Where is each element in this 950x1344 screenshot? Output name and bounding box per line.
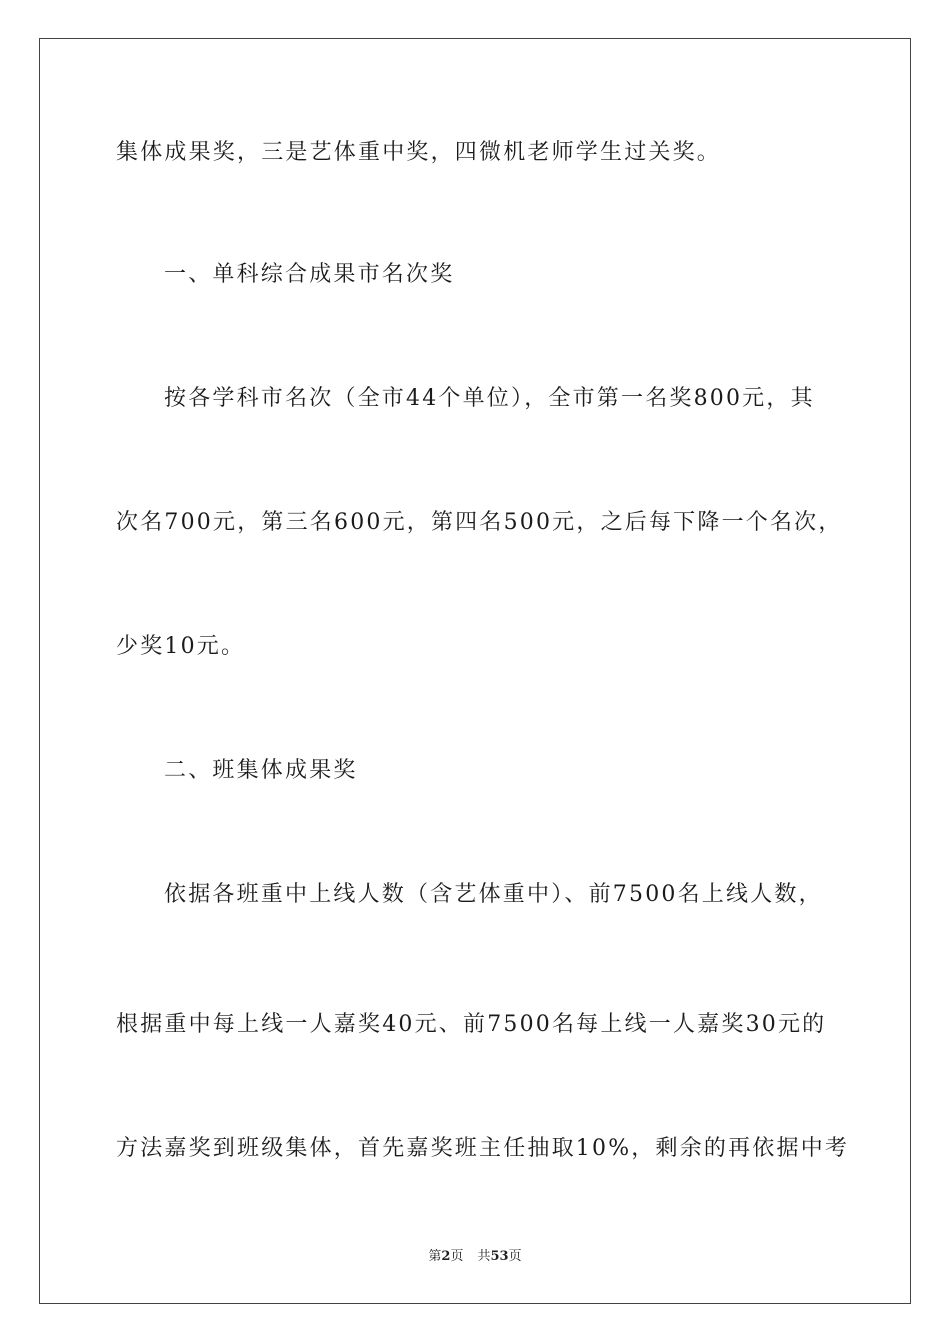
- body-line-4: 少奖10元。: [116, 634, 246, 659]
- section-heading-2: 二、班集体成果奖: [164, 758, 358, 783]
- footer-page-suffix: 页: [450, 1249, 464, 1264]
- body-line-6: 根据重中每上线一人嘉奖40元、前7500名每上线一人嘉奖30元的: [116, 1012, 827, 1037]
- page-border: [39, 38, 911, 1304]
- body-line-7: 方法嘉奖到班级集体，首先嘉奖班主任抽取10%，剩余的再依据中考: [116, 1136, 850, 1161]
- footer-total-prefix: 共: [477, 1249, 491, 1264]
- footer-total-suffix: 页: [508, 1249, 522, 1264]
- footer-total-pages: 53: [490, 1249, 509, 1264]
- footer-page-prefix: 第: [428, 1249, 442, 1264]
- body-line-5: 依据各班重中上线人数（含艺体重中）、前7500名上线人数，: [164, 882, 823, 907]
- page-footer: [0, 1248, 950, 1266]
- body-line-3: 次名700元，第三名600元，第四名500元，之后每下降一个名次，: [116, 510, 843, 535]
- section-heading-1: 一、单科综合成果市名次奖: [164, 262, 455, 287]
- body-line-1: 集体成果奖，三是艺体重中奖，四微机老师学生过关奖。: [116, 140, 722, 165]
- footer-page-number: 2: [441, 1249, 451, 1264]
- body-line-2: 按各学科市名次（全市44个单位），全市第一名奖800元，其: [164, 386, 815, 411]
